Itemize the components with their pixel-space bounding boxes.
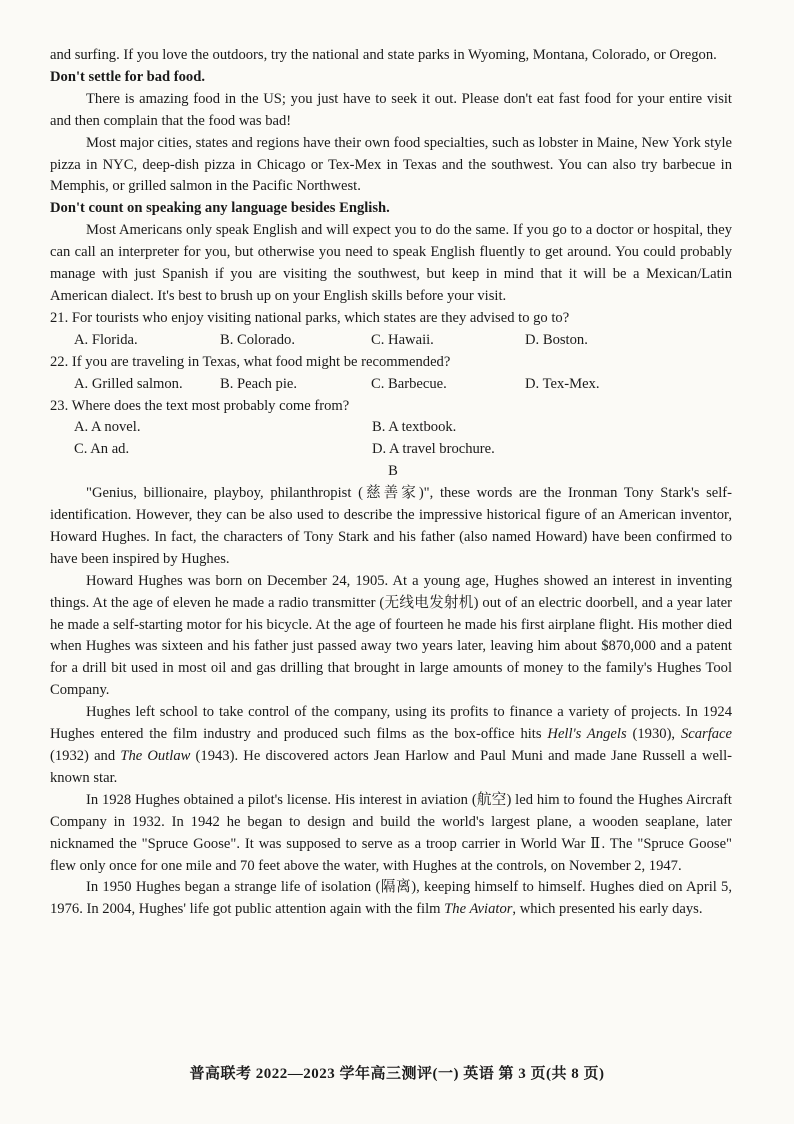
option-a: A. A novel. xyxy=(74,419,141,436)
question-21-options xyxy=(50,330,732,352)
question-23-options-row-2 xyxy=(50,439,732,461)
film-title-scarface: Scarface xyxy=(680,726,732,743)
option-d: D. Boston. xyxy=(525,331,588,348)
paragraph-b-3 xyxy=(50,702,732,790)
question-23-stem: 23. Where does the text most probably come from? xyxy=(50,397,350,414)
option-a: A. Grilled salmon. xyxy=(74,375,183,392)
question-23-options-row-1 xyxy=(50,417,732,439)
option-c: C. An ad. xyxy=(74,441,130,458)
paragraph-b-5-text-2: , which presented his early days. xyxy=(512,901,703,918)
paragraph-b-3-text-4: (1943). He discovered actors Jean Harlow and Paul Muni and made Jane Russell a well-known star. xyxy=(50,748,732,786)
paragraph-food-1: There is amazing food in the US; you just have to seek it out. Please don't eat fast food for your entire visit and then complain that the food was bad! xyxy=(50,90,732,129)
option-c: C. Hawaii. xyxy=(371,331,434,348)
paragraph-b-2: Howard Hughes was born on December 24, 1905. At a young age, Hughes showed an interest in inventing things. At the age of eleven he made a radio transmitter (无线电发射机) out of an electric doorbell, and a year later he made a self-starting motor for his bicycle. At the age of fourteen he made his first airplane flight. His mother died when Hughes was sixteen and his father just passed away two years later, leaving him about $870,000 and a patent for a drill bit used in most oil and gas drilling that brought in large amounts of money to the family's Hughes Tool Company. xyxy=(50,572,732,699)
option-b: B. Peach pie. xyxy=(220,375,298,392)
question-21-stem: 21. For tourists who enjoy visiting national parks, which states are they advised to go to? xyxy=(50,309,570,326)
paragraph-language: Most Americans only speak English and will expect you to do the same. If you go to a doctor or hospital, they can call an interpreter for you, but otherwise you need to speak English fluently to get around. You could probably manage with just Spanish if you are visiting the southwest, but keep in mind that it will be a Mexican/Latin American dialect. It's best to brush up on your English skills before your visit. xyxy=(50,222,732,304)
paragraph-food-2: Most major cities, states and regions have their own food specialties, such as lobster in Maine, New York style pizza in NYC, deep-dish pizza in Chicago or Tex-Mex in Texas and the southwest. You can also try barbecue in Memphis, or grilled salmon in the Pacific Northwest. xyxy=(50,134,732,195)
film-title-the-aviator: The Aviator xyxy=(444,901,513,918)
paragraph-b-1: "Genius, billionaire, playboy, philanthropist (慈善家)", these words are the Ironman Tony Stark's self-identification. However, they can be also used to describe the impressive historical figure of an American inventor, Howard Hughes. In fact, the characters of Tony Stark and his father (also named Howard) have been confirmed to have been inspired by Hughes. xyxy=(50,485,732,567)
paragraph-b-5 xyxy=(50,877,732,921)
option-d: D. Tex-Mex. xyxy=(525,375,600,392)
paragraph-b-3-text-2: (1930), xyxy=(626,726,681,743)
question-22-stem: 22. If you are traveling in Texas, what food might be recommended? xyxy=(50,353,451,370)
paragraph-outdoors: and surfing. If you love the outdoors, try the national and state parks in Wyoming, Montana, Colorado, or Oregon. xyxy=(50,47,717,63)
page-footer: 普高联考 2022—2023 学年高三测评(一) 英语 第 3 页(共 8 页) xyxy=(189,1066,605,1082)
option-b: B. Colorado. xyxy=(220,331,295,348)
heading-language: Don't count on speaking any language besides English. xyxy=(50,200,390,217)
option-b: B. A textbook. xyxy=(372,419,457,436)
option-a: A. Florida. xyxy=(74,331,138,348)
section-b-label: B xyxy=(388,463,398,480)
page-content xyxy=(50,45,732,921)
question-22-options xyxy=(50,374,732,396)
film-title-the-outlaw: The Outlaw xyxy=(120,748,191,764)
paragraph-b-5-text-1: In 1950 Hughes began a strange life of isolation (隔离), keeping himself to himself. Hughes died on April 5, 1976. In 2004, Hughes' life got public attention again with the film xyxy=(50,879,732,918)
paragraph-b-4: In 1928 Hughes obtained a pilot's license. His interest in aviation (航空) led him to found the Hughes Aircraft Company in 1932. In 1942 he began to design and build the world's largest plane, a wooden seaplane, later nicknamed the "Spruce Goose". It was supposed to serve as a troop carrier in World War Ⅱ. The "Spruce Goose" flew only once for one mile and 70 feet above the water, with Hughes at the controls, on November 2, 1947. xyxy=(50,791,732,874)
film-title-hells-angels: Hell's Angels xyxy=(547,726,627,743)
option-c: C. Barbecue. xyxy=(371,375,447,392)
option-d: D. A travel brochure. xyxy=(372,441,495,458)
heading-food: Don't settle for bad food. xyxy=(50,68,205,85)
paragraph-b-3-text-3: (1932) and xyxy=(50,748,121,764)
paragraph-b-3-text-1: Hughes left school to take control of the company, using its profits to finance a variety of projects. In 1924 Hughes entered the film industry and produced such films as the box-office hits xyxy=(50,704,732,743)
